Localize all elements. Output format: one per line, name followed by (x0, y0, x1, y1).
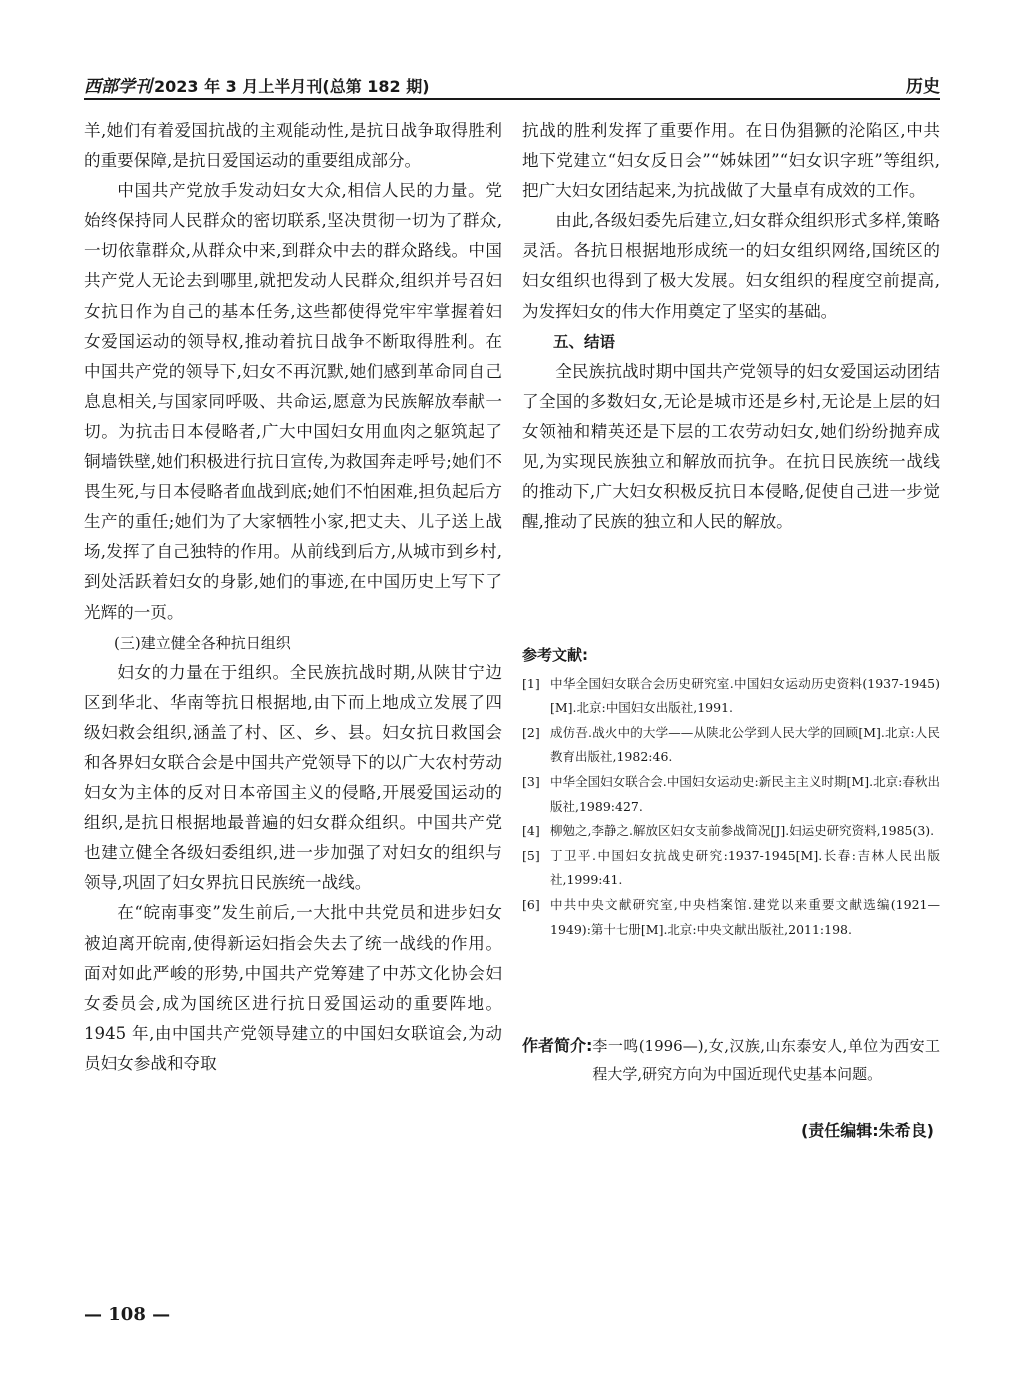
reference-item (522, 770, 940, 819)
references-title: 参考文献: (522, 646, 588, 664)
left-column (84, 116, 502, 1079)
right-column (522, 116, 940, 537)
header-journal-info (84, 72, 430, 97)
running-header (84, 70, 940, 100)
paragraph: 妇女的力量在于组织。全民族抗战时期,从陕甘宁边区到华北、华南等抗日根据地,由下而上地成立发展了四级妇救会组织,涵盖了村、区、乡、县。妇女抗日救国会和各界妇女联合会是中国共产党领导下的以广大农村劳动妇女为主体的反对日本帝国主义的侵略,开展爱国运动的组织,是抗日根据地最普遍的妇女群众组织。中国共产党也建立健全各级妇委组织,进一步加强了对妇女的组织与领导,巩固了妇女界抗日民族统一战线。 (84, 662, 502, 893)
paragraph: 由此,各级妇委先后建立,妇女群众组织形式多样,策略灵活。各抗日根据地形成统一的妇女组织网络,国统区的妇女组织也得到了极大发展。妇女组织的程度空前提高,为发挥妇女的伟大作用奠定了坚实的基础。 (522, 211, 940, 321)
reference-item (522, 721, 940, 770)
references (522, 643, 940, 942)
reference-text: 成仿吾.战火中的大学——从陕北公学到人民大学的回顾[M].北京:人民教育出版社,1982:46. (550, 724, 940, 765)
author-bio (522, 1032, 940, 1088)
section-heading: 五、结语 (553, 332, 616, 351)
reference-number: [1] (522, 675, 540, 691)
reference-number: [5] (522, 847, 540, 863)
reference-item (522, 893, 940, 942)
reference-number: [2] (522, 724, 540, 740)
reference-item (522, 844, 940, 893)
issue-info: 2023 年 3 月上半月刊(总第 182 期) (154, 77, 430, 96)
author-bio-label: 作者简介: (522, 1036, 593, 1055)
reference-item (522, 672, 940, 721)
paragraph: 全民族抗战时期中国共产党领导的妇女爱国运动团结了全国的多数妇女,无论是城市还是乡村,无论是上层的妇女领袖和精英还是下层的工农劳动妇女,她们纷纷抛弃成见,为实现民族独立和解放而抗争。在抗日民族统一战线的推动下,广大妇女积极反抗日本侵略,促使自己进一步觉醒,推动了民族的独立和人民的解放。 (522, 361, 940, 532)
paragraph: 在“皖南事变”发生前后,一大批中共党员和进步妇女被迫离开皖南,使得新运妇指会失去了统一战线的作用。面对如此严峻的形势,中国共产党筹建了中苏文化协会妇女委员会,成为国统区进行抗日爱国运动的重要阵地。1945 年,由中国共产党领导建立的中国妇女联谊会,为动员妇女参战和夺取 (84, 903, 502, 1073)
subsection-heading: (三)建立健全各种抗日组织 (114, 633, 291, 652)
page-number: — 108 — (84, 1304, 171, 1325)
author-bio-text: 李一鸣(1996—),女,汉族,山东泰安人,单位为西安工程大学,研究方向为中国近现代史基本问题。 (592, 1037, 940, 1084)
reference-text: 中华全国妇女联合会历史研究室.中国妇女运动历史资料(1937-1945)[M].北京:中国妇女出版社,1991. (550, 675, 940, 716)
reference-text: 中共中央文献研究室,中央档案馆.建党以来重要文献选编(1921—1949):第十七册[M].北京:中央文献出版社,2011:198. (550, 896, 940, 937)
paragraph: 中国共产党放手发动妇女大众,相信人民的力量。党始终保持同人民群众的密切联系,坚决贯彻一切为了群众,一切依靠群众,从群众中来,到群众中去的群众路线。中国共产党人无论去到哪里,就把发动人民群众,组织并号召妇女抗日作为自己的基本任务,这些都使得党牢牢掌握着妇女爱国运动的领导权,推动着抗日战争不断取得胜利。在中国共产党的领导下,妇女不再沉默,她们感到革命同自己息息相关,与国家同呼吸、共命运,愿意为民族解放奉献一切。为抗击日本侵略者,广大中国妇女用血肉之躯筑起了铜墙铁壁,她们积极进行抗日宣传,为救国奔走呼号;她们不畏生死,与日本侵略者血战到底;她们不怕困难,担负起后方生产的重任;她们为了大家牺牲小家,把丈夫、儿子送上战场,发挥了自己独特的作用。从前线到后方,从城市到乡村,到处活跃着妇女的身影,她们的事迹,在中国历史上写下了光辉的一页。 (84, 181, 502, 622)
reference-number: [3] (522, 773, 540, 789)
reference-number: [4] (522, 823, 540, 839)
section-name: 历史 (906, 77, 940, 97)
responsible-editor: (责任编辑:朱希良) (800, 1121, 934, 1140)
reference-text: 中华全国妇女联合会.中国妇女运动史:新民主主义时期[M].北京:春秋出版社,1989:427. (550, 773, 940, 814)
paragraph: 羊,她们有着爱国抗战的主观能动性,是抗日战争取得胜利的重要保障,是抗日爱国运动的重要组成部分。 (84, 121, 502, 171)
reference-text: 丁卫平.中国妇女抗战史研究:1937-1945[M].长春:吉林人民出版社,1999:41. (550, 847, 940, 888)
journal-logo: 西部学刊 (84, 77, 152, 97)
paragraph: 抗战的胜利发挥了重要作用。在日伪猖獗的沦陷区,中共地下党建立“妇女反日会”“姊妹团”“妇女识字班”等组织,把广大妇女团结起来,为抗战做了大量卓有成效的工作。 (522, 121, 940, 201)
reference-item (522, 819, 940, 844)
reference-text: 柳勉之,李静之.解放区妇女支前参战简况[J].妇运史研究资料,1985(3). (550, 823, 935, 839)
reference-number: [6] (522, 896, 540, 912)
